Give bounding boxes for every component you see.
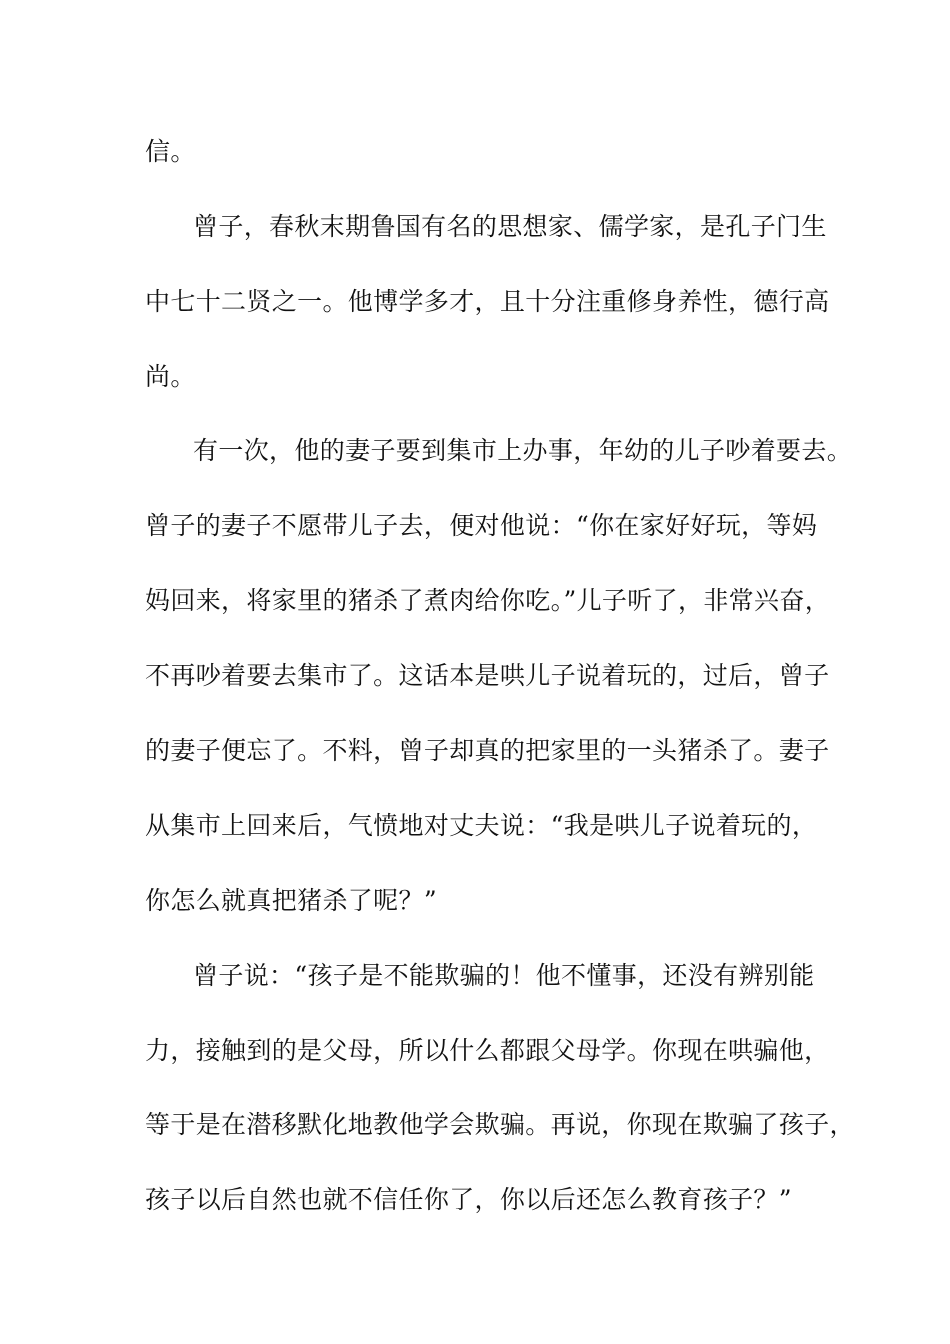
text-line: 中七十二贤之一。他博学多才，且十分注重修身养性，德行高: [145, 287, 830, 316]
text-line: 从集市上回来后，气愤地对丈夫说：“我是哄儿子说着玩的，: [145, 811, 818, 840]
text-line: 不再吵着要去集市了。这话本是哄儿子说着玩的，过后，曾子: [145, 661, 830, 690]
paragraph-first-line: 有一次，他的妻子要到集市上办事，年幼的儿子吵着要去。: [193, 436, 853, 465]
text-line: 尚。: [145, 362, 196, 391]
text-line: 等于是在潜移默化地教他学会欺骗。再说，你现在欺骗了孩子，: [145, 1110, 855, 1139]
text-line: 你怎么就真把猪杀了呢？”: [145, 886, 437, 915]
text-line: 信。: [145, 137, 196, 166]
text-line: 曾子的妻子不愿带儿子去，便对他说：“你在家好好玩，等妈: [145, 511, 818, 540]
text-line: 的妻子便忘了。不料，曾子却真的把家里的一头猪杀了。妻子: [145, 736, 830, 765]
text-line: 妈回来，将家里的猪杀了煮肉给你吃。”儿子听了，非常兴奋，: [145, 586, 831, 615]
paragraph-first-line: 曾子说：“孩子是不能欺骗的！他不懂事，还没有辨别能: [193, 961, 815, 990]
paragraph-first-line: 曾子，春秋末期鲁国有名的思想家、儒学家，是孔子门生: [193, 212, 827, 241]
text-line: 孩子以后自然也就不信任你了，你以后还怎么教育孩子？”: [145, 1185, 792, 1214]
text-line: 力，接触到的是父母，所以什么都跟父母学。你现在哄骗他，: [145, 1036, 830, 1065]
